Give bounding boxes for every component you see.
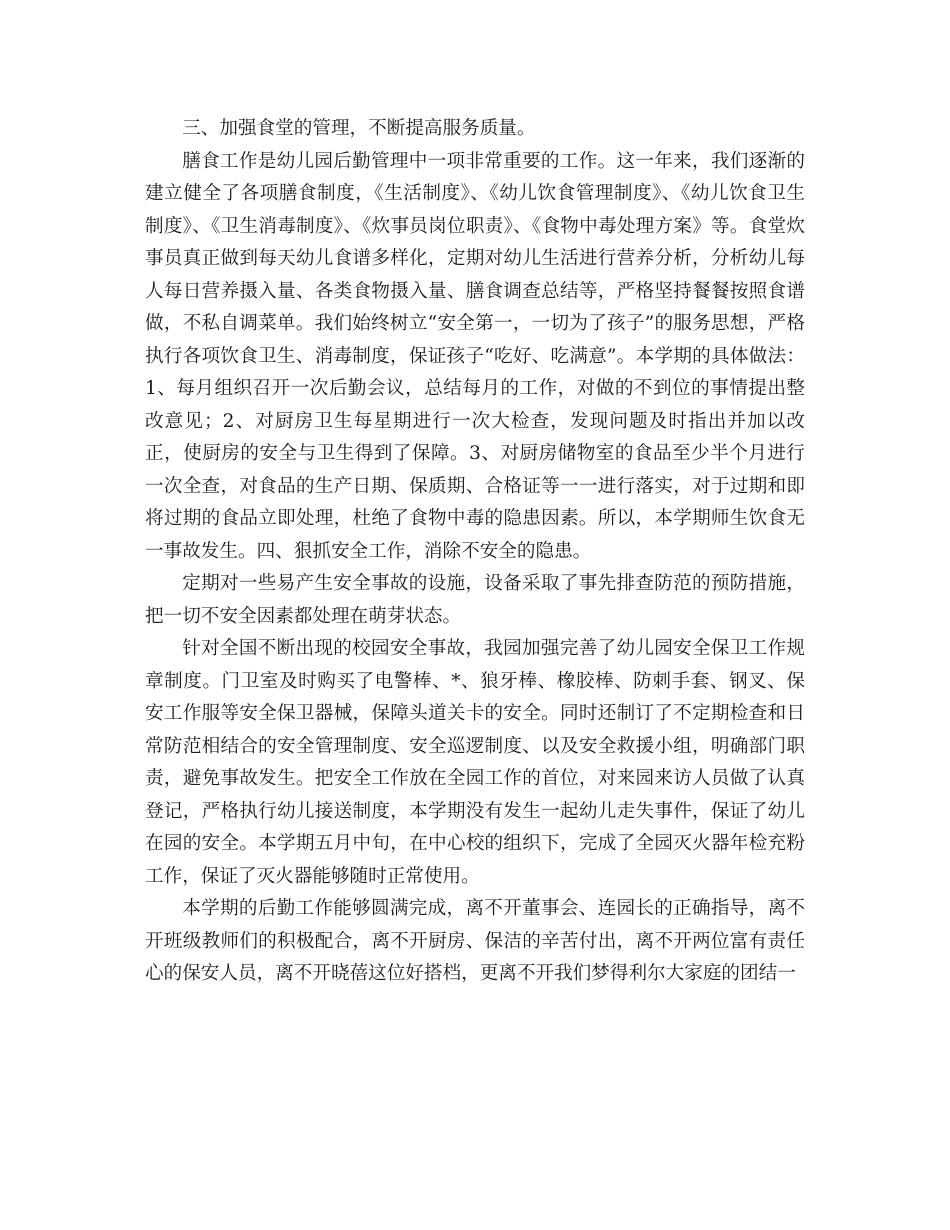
paragraph-safety-facilities: 定期对一些易产生安全事故的设施，设备采取了事先排查防范的预防措施，把一切不安全因素都处理在萌芽状态。	[145, 573, 805, 627]
paragraph-meal-work: 膳食工作是幼儿园后勤管理中一项非常重要的工作。这一年来，我们逐渐的建立健全了各项膳食制度，《生活制度》、《幼儿饮食管理制度》、《幼儿饮食卫生制度》、《卫生消毒制度》、《炊事员岗位职责》、《食物中毒处理方案》等。食堂炊事员真正做到每天幼儿食谱多样化，定期对幼儿生活进行营养分析，分析幼儿每人每日营养摄入量、各类食物摄入量、膳食调查总结等，严格坚持餐餐按照食谱做，不私自调菜单。我们始终树立“安全第一，一切为了孩子”的服务思想，严格执行各项饮食卫生、消毒制度，保证孩子“吃好、吃满意”。本学期的具体做法：1、每月组织召开一次后勤会议，总结每月的工作，对做的不到位的事情提出整改意见；2、对厨房卫生每星期进行一次大检查，发现问题及时指出并加以改正，使厨房的安全与卫生得到了保障。3、对厨房储物室的食品至少半个月进行一次全查，对食品的生产日期、保质期、合格证等一一进行落实，对于过期和即将过期的食品立即处理，杜绝了食物中毒的隐患因素。所以，本学期师生饮食无一事故发生。四、狠抓安全工作，消除不安全的隐患。	[145, 150, 805, 562]
section-heading-canteen: 三、加强食堂的管理，不断提高服务质量。	[182, 118, 536, 139]
paragraph-security-rules: 针对全国不断出现的校园安全事故，我园加强完善了幼儿园安全保卫工作规章制度。门卫室及时购买了电警棒、*、狼牙棒、橡胶棒、防刺手套、钢叉、保安工作服等安全保卫器械，保障头道关卡的安全。同时还制订了不定期检查和日常防范相结合的安全管理制度、安全巡逻制度、以及安全救援小组，明确部门职责，避免事故发生。把安全工作放在全园工作的首位，对来园来访人员做了认真登记，严格执行幼儿接送制度，本学期没有发生一起幼儿走失事件，保证了幼儿在园的安全。本学期五月中旬，在中心校的组织下，完成了全园灭火器年检充粉工作，保证了灭火器能够随时正常使用。	[145, 638, 805, 887]
paragraph-acknowledgements: 本学期的后勤工作能够圆满完成，离不开董事会、连园长的正确指导，离不开班级教师们的积极配合，离不开厨房、保洁的辛苦付出，离不开两位富有责任心的保安人员，离不开晓蓓这位好搭档，更离不开我们梦得利尔大家庭的团结一	[145, 898, 805, 984]
document-body	[145, 113, 805, 991]
